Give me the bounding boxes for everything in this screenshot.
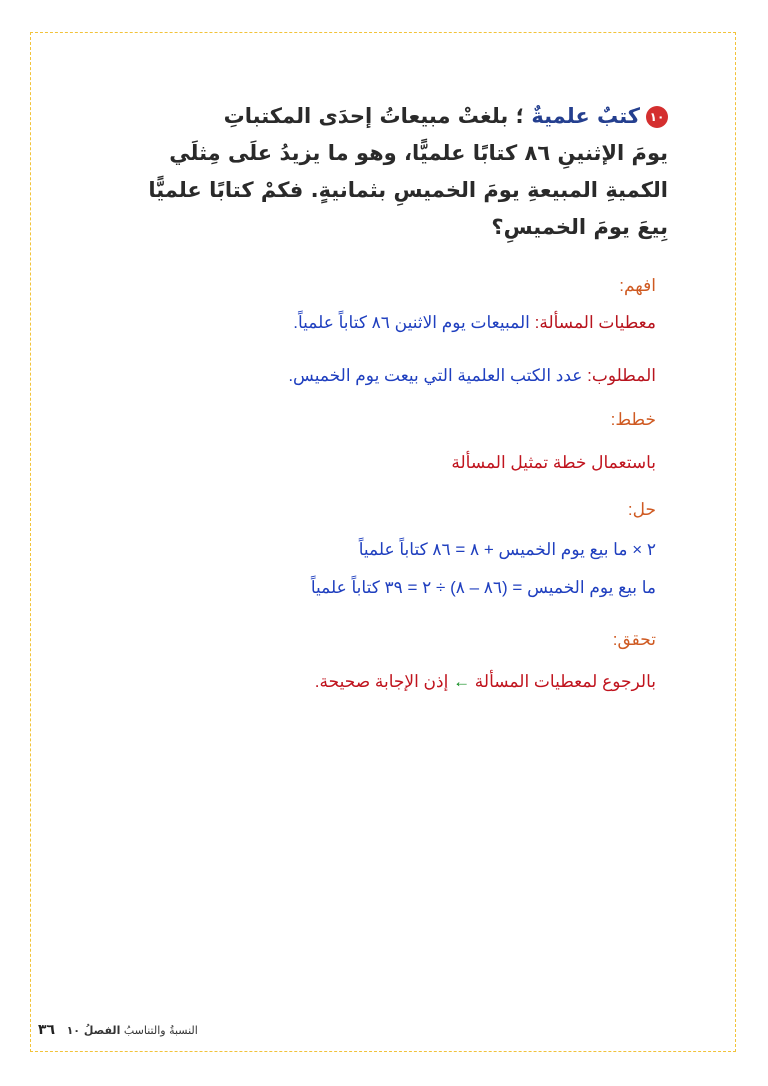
chapter-title: النسبةُ والتناسبُ xyxy=(123,1024,198,1037)
givens-text: المبيعات يوم الاثنين ٨٦ كتاباً علمياً. xyxy=(293,313,530,332)
page-number: ٣٦ xyxy=(38,1022,56,1038)
givens-label: معطيات المسألة: xyxy=(534,313,656,332)
givens-line xyxy=(293,313,656,333)
problem-line-4: بِيعَ يومَ الخميسِ؟ xyxy=(491,215,668,239)
understand-heading: افهم: xyxy=(619,276,656,295)
required-text: عدد الكتب العلمية التي بيعت يوم الخميس. xyxy=(288,366,583,385)
equation-2: ما بيع يوم الخميس = (٨٦ – ٨) ÷ ٢ = ٣٩ كتاباً علمياً xyxy=(310,578,656,597)
problem-statement xyxy=(148,98,668,246)
check-text-before: بالرجوع لمعطيات المسألة xyxy=(474,672,656,691)
plan-heading: خطط: xyxy=(610,410,656,429)
check-text-after: إذن الإجابة صحيحة. xyxy=(314,672,449,691)
problem-line-1: ١٠كتبٌ علميةٌ ؛ بلغتْ مبيعاتُ إحدَى المكتباتِ xyxy=(228,98,668,135)
left-arrow-icon: ← xyxy=(453,672,471,691)
check-heading: تحقق: xyxy=(612,630,656,649)
problem-number-badge: ١٠ xyxy=(646,106,668,128)
problem-line-3: الكميةِ المبيعةِ يومَ الخميسِ بثمانيةٍ. فكمْ كتابًا علميًّا xyxy=(148,178,668,202)
chapter-label: الفصلُ ١٠ xyxy=(66,1024,121,1037)
solve-heading: حل: xyxy=(627,500,656,519)
problem-title: كتبٌ علميةٌ xyxy=(531,104,640,128)
required-line xyxy=(288,366,656,386)
plan-text: باستعمال خطة تمثيل المسألة xyxy=(451,453,656,472)
problem-line-2: يومَ الإثنينِ ٨٦ كتابًا علميًّا، وهو ما يزيدُ علَى مِثلَي xyxy=(169,141,668,165)
page-footer xyxy=(38,1022,198,1038)
required-label: المطلوب: xyxy=(587,366,656,385)
problem-text-1: بلغتْ مبيعاتُ إحدَى المكتباتِ xyxy=(223,104,509,128)
check-line xyxy=(315,672,656,692)
equation-1: ٢ × ما بيع يوم الخميس + ٨ = ٨٦ كتاباً علمياً xyxy=(358,540,656,559)
